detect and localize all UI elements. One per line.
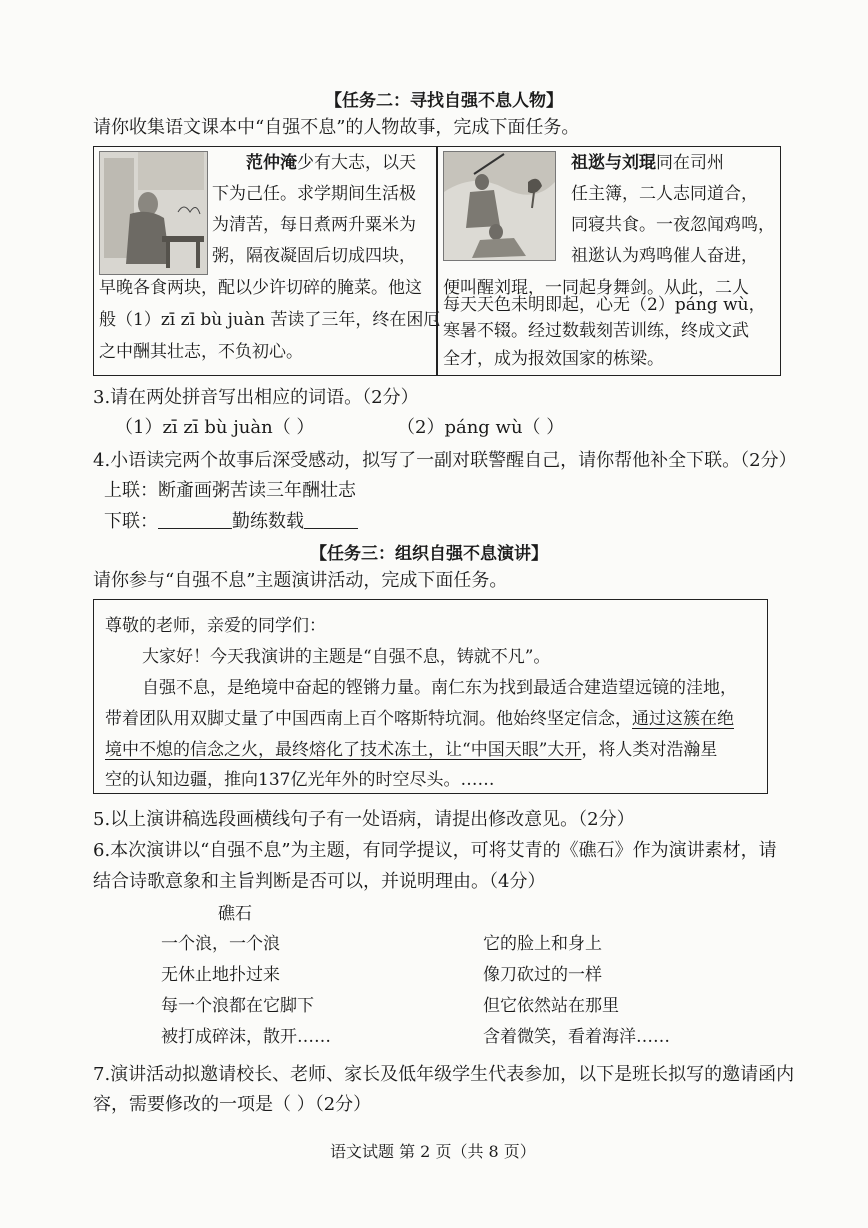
q3-blank-2[interactable]: （2）páng wù（ ） — [397, 417, 565, 438]
speech-p2-line2 — [105, 704, 734, 734]
story2-line-2: 同寝共食。一夜忽闻鸡鸣， — [571, 215, 775, 235]
q4-upper: 上联：断齑画粥苦读三年酬壮志 — [104, 480, 356, 501]
speech-p2-line1: 自强不息，是绝境中奋起的铿锵力量。南仁东为找到最适合建造望远镜的洼地， — [142, 678, 737, 698]
story1-line-5: 般（1）zī zī bù juàn 苦读了三年，终在困厄 — [99, 310, 441, 330]
q3-text: 3.请在两处拼音写出相应的词语。（2分） — [93, 387, 419, 408]
task2-intro: 请你收集语文课本中“自强不息”的人物故事，完成下面任务。 — [93, 117, 580, 138]
story2-line-3: 祖逖认为鸡鸣催人奋进， — [571, 246, 758, 266]
q7-line1: 7.演讲活动拟邀请校长、老师、家长及低年级学生代表参加，以下是班长拟写的邀请函内 — [93, 1064, 795, 1085]
story2-line-4: 便叫醒刘琨，一同起身舞剑。从此，二人 — [443, 278, 749, 298]
q4-lower — [104, 507, 358, 537]
story2-line-0 — [571, 148, 724, 179]
story2-line-7: 全才，成为报效国家的栋梁。 — [443, 349, 664, 369]
q4-lower-prefix: 下联： — [104, 511, 158, 532]
fan-zhongyan-illustration — [99, 151, 208, 275]
story-divider — [436, 146, 438, 376]
story2-line-6: 寒暑不辍。经过数载刻苦训练，终成文武 — [443, 321, 749, 341]
poem-left-4: 被打成碎沫，散开…… — [161, 1027, 331, 1047]
story1-line-1: 下为己任。求学期间生活极 — [212, 184, 416, 204]
q4-text: 4.小语读完两个故事后深受感动，拟写了一副对联警醒自己，请你帮他补全下联。（2分） — [93, 450, 797, 471]
q5-text: 5.以上演讲稿选段画横线句子有一处语病，请提出修改意见。（2分） — [93, 809, 635, 830]
poem-left-3: 每一个浪都在它脚下 — [161, 996, 314, 1016]
story1-text-0: 少有大志，以天 — [297, 153, 416, 173]
story1-line-4: 早晚各食两块，配以少许切碎的腌菜。他这 — [99, 278, 422, 298]
speech-greeting: 尊敬的老师，亲爱的同学们： — [105, 616, 326, 636]
poem-right-1: 它的脸上和身上 — [483, 934, 602, 954]
speech-p2-line3 — [105, 735, 717, 765]
story2-text-0: 同在司州 — [656, 153, 724, 173]
story1-name: 范仲淹 — [246, 153, 297, 173]
poem-right-4: 含着微笑，看着海洋…… — [483, 1027, 670, 1047]
q4-blank-2[interactable] — [304, 508, 358, 529]
story1-line-0 — [246, 148, 416, 179]
story2-name: 祖逖与刘琨 — [571, 153, 656, 173]
story1-line-3: 粥，隔夜凝固后切成四块， — [212, 246, 416, 266]
q6-line2: 结合诗歌意象和主旨判断是否可以，并说明理由。（4分） — [93, 871, 546, 892]
poem-right-2: 像刀砍过的一样 — [483, 965, 602, 985]
speech-underlined-start: 通过这簇在绝 — [632, 709, 734, 729]
poem-left-1: 一个浪，一个浪 — [161, 934, 280, 954]
poem-right-3: 但它依然站在那里 — [483, 996, 619, 1016]
q3-blank-1[interactable]: （1）zī zī bù juàn（ ） — [115, 417, 315, 438]
poem-title: 礁石 — [218, 904, 252, 924]
story2-line-1: 任主簿，二人志同道合， — [571, 184, 758, 204]
speech-p2-line2-text: 带着团队用双脚丈量了中国西南上百个喀斯特坑洞。他始终坚定信念， — [105, 709, 632, 729]
q4-lower-mid: 勤练数载 — [232, 511, 304, 532]
story1-line-2: 为清苦，每日煮两升粟米为 — [212, 215, 416, 235]
q6-line1: 6.本次演讲以“自强不息”为主题，有同学提议，可将艾青的《礁石》作为演讲素材，请 — [93, 840, 777, 861]
zuti-liukun-illustration — [443, 151, 556, 261]
q7-line2: 容，需要修改的一项是（ ）（2分） — [93, 1094, 372, 1115]
q4-blank-1[interactable] — [158, 508, 232, 529]
page-footer: 语文试题 第 2 页（共 8 页） — [330, 1142, 536, 1161]
speech-p1: 大家好！今天我演讲的主题是“自强不息，铸就不凡”。 — [142, 647, 551, 667]
task3-intro: 请你参与“自强不息”主题演讲活动，完成下面任务。 — [93, 570, 508, 591]
poem-left-2: 无休止地扑过来 — [161, 965, 280, 985]
story1-line-6: 之中酬其壮志，不负初心。 — [99, 342, 303, 362]
task2-title: 【任务二：寻找自强不息人物】 — [325, 91, 563, 111]
speech-p2-line3-rest: ，将人类对浩瀚星 — [581, 740, 718, 760]
task3-title: 【任务三：组织自强不息演讲】 — [310, 544, 548, 564]
story2-line-5: 每天天色未明即起，心无（2）páng wù， — [443, 295, 766, 315]
speech-p2-line4: 空的认知边疆，推向137亿光年外的时空尽头。…… — [105, 770, 495, 790]
speech-underlined-sentence: 境中不熄的信念之火，最终熔化了技术冻土，让“中国天眼”大开 — [105, 740, 582, 760]
